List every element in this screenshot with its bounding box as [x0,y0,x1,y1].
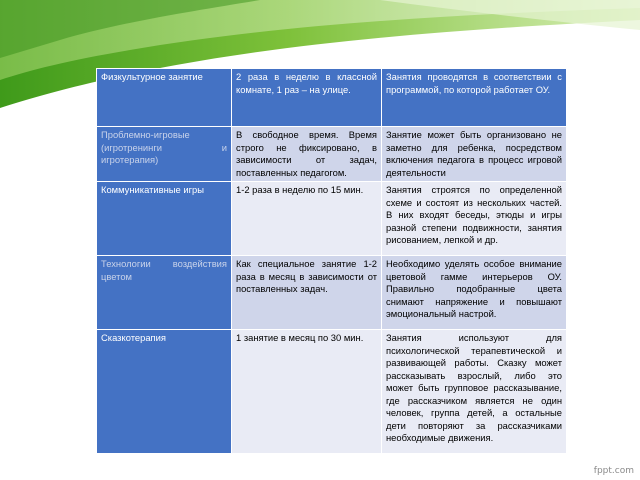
row-description-cell: Занятие может быть организовано не заметно для ребенка, посредством включения педагога в процесс игровой деятельности [382,127,567,182]
row-frequency-cell: Как специальное занятие 1-2 раза в месяц в зависимости от поставленных задач. [232,256,382,330]
row-frequency-cell: 1-2 раза в неделю по 15 мин. [232,182,382,256]
watermark: fppt.com [593,466,634,476]
row-method-cell: Коммуникативные игры [97,182,232,256]
methods-table [96,68,567,454]
table-row [97,127,567,182]
row-frequency-cell: 1 занятие в месяц по 30 мин. [232,330,382,454]
row-frequency-cell: В свободное время. Время строго не фиксировано, в зависимости от задач, поставленных педагогом. [232,127,382,182]
table-row [97,256,567,330]
row-method-cell: Технологии воздействия цветом [97,256,232,330]
table-row [97,69,567,127]
table-row [97,330,567,454]
row-method-cell: Сказкотерапия [97,330,232,454]
row-description-cell: Занятия используют для психологической терапевтической и развивающей работы. Сказку может рассказывать взрослый, либо это может быть групповое рассказывание, где рассказчиком является не один человек, группа детей, а остальные дети повторяют за рассказчиками необходимые движения. [382,330,567,454]
row-description-cell: Занятия проводятся в соответствии с программой, по которой работает ОУ. [382,69,567,127]
row-method-cell: Физкультурное занятие [97,69,232,127]
row-frequency-cell: 2 раза в неделю в классной комнате, 1 раз – на улице. [232,69,382,127]
row-description-cell: Занятия строятся по определенной схеме и состоят из нескольких частей. В них входят беседы, этюды и игры разной степени подвижности, занятия рисованием, лепкой и др. [382,182,567,256]
row-method-cell: Проблемно-игровые (игротренинги и игротерапия) [97,127,232,182]
table-row [97,182,567,256]
row-description-cell: Необходимо уделять особое внимание цветовой гамме интерьеров ОУ. Правильно подобранные цвета снимают напряжение и повышают эмоциональный настрой. [382,256,567,330]
